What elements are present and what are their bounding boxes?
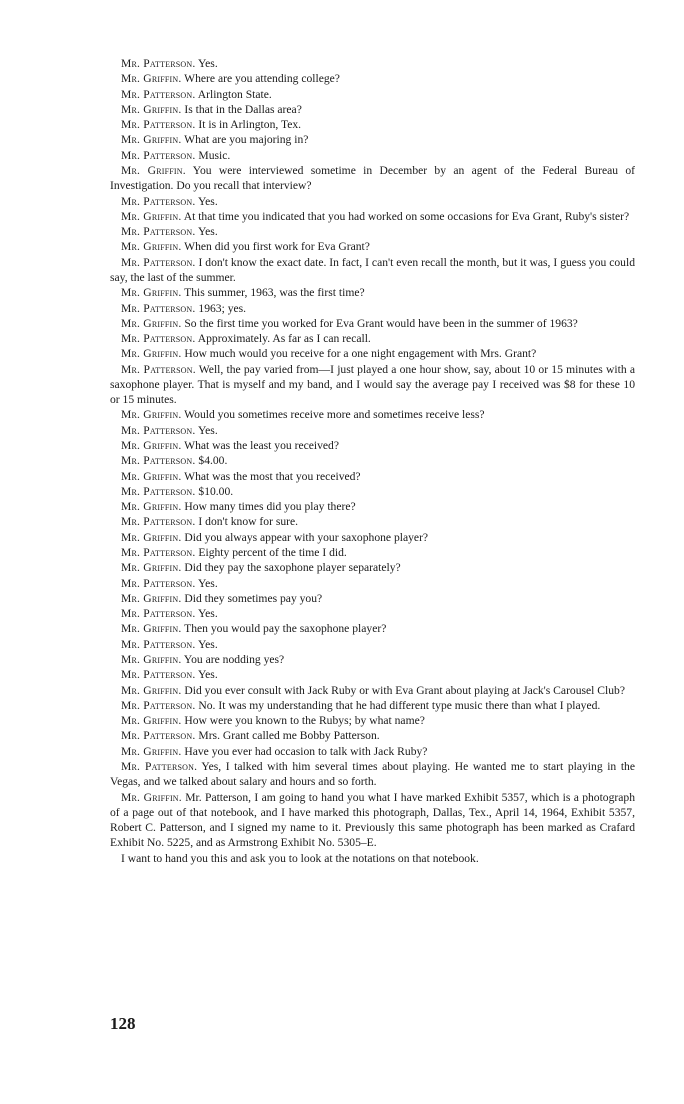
speech-text: How much would you receive for a one night engagement with Mrs. Grant? (184, 347, 537, 361)
transcript-paragraph (110, 132, 635, 147)
transcript-paragraph (110, 606, 635, 621)
transcript-paragraph (110, 224, 635, 239)
speaker-label: Mr. Griffin. (121, 530, 182, 544)
transcript-paragraph (110, 499, 635, 514)
speaker-label: Mr. Griffin. (121, 439, 182, 453)
transcript-paragraph (110, 514, 635, 529)
transcript-paragraph (110, 331, 635, 346)
speaker-label: Mr. Patterson. (121, 301, 196, 315)
speech-text: When did you first work for Eva Grant? (184, 240, 370, 254)
speaker-label: Mr. Patterson. (121, 546, 196, 559)
transcript-paragraph (110, 591, 635, 606)
speaker-label: Mr. Patterson. (121, 148, 196, 162)
speech-text: Yes. (197, 194, 218, 208)
speaker-label: Mr. Patterson. (121, 225, 196, 239)
speech-text: Where are you attending college? (184, 72, 340, 86)
speaker-label: Mr. Patterson. (121, 57, 196, 70)
transcript-paragraph (110, 560, 635, 575)
speech-text: Yes. (197, 668, 218, 682)
transcript-paragraph (110, 346, 635, 361)
speaker-label: Mr. Patterson. (121, 668, 196, 682)
transcript-paragraph (110, 407, 635, 422)
speech-text: What was the most that you received? (184, 469, 361, 483)
speech-text: Have you ever had occasion to talk with Jack Ruby? (184, 744, 428, 758)
speech-text: You are nodding yes? (183, 652, 285, 666)
transcript-paragraph (110, 87, 635, 102)
speaker-label: Mr. Patterson. (121, 759, 198, 773)
speaker-label: Mr. Patterson. (121, 454, 196, 468)
speaker-label: Mr. Griffin. (121, 744, 182, 758)
speaker-label: Mr. Griffin. (121, 714, 182, 728)
transcript-paragraph (110, 163, 635, 194)
speech-text: This summer, 1963, was the first time? (184, 286, 365, 300)
speech-text: Eighty percent of the time I did. (198, 546, 347, 559)
speech-text: I don't know for sure. (198, 515, 299, 529)
speaker-label: Mr. Patterson. (121, 332, 196, 346)
speech-text: I don't know the exact date. In fact, I can't even recall the month, but it was, I guess you could say, the last of the summer. (110, 255, 635, 284)
speaker-label: Mr. Patterson. (121, 87, 196, 101)
transcript-paragraph (110, 56, 635, 71)
transcript-paragraph (110, 148, 635, 163)
transcript-paragraph (110, 239, 635, 254)
transcript-paragraph (110, 209, 635, 224)
speaker-label: Mr. Patterson. (121, 637, 196, 651)
transcript-body (110, 56, 635, 866)
speaker-label: Mr. Griffin. (121, 240, 182, 254)
speech-text: 1963; yes. (198, 301, 247, 315)
transcript-paragraph (110, 301, 635, 316)
speaker-label: Mr. Patterson. (121, 255, 196, 269)
speaker-label: Mr. Griffin. (121, 316, 182, 330)
page-number: 128 (110, 1014, 136, 1033)
transcript-paragraph (110, 652, 635, 667)
transcript-paragraph (110, 621, 635, 636)
transcript-paragraph (110, 683, 635, 698)
speaker-label: Mr. Patterson. (121, 484, 196, 498)
transcript-paragraph (110, 637, 635, 652)
speech-text: Well, the pay varied from—I just played a one hour show, say, about 10 or 15 minutes with a saxophone player. That is myself and my band, and I would say the average pay I received was $8 for these 10 or 15 minutes. (110, 362, 635, 407)
speech-text: Would you sometimes receive more and sometimes receive less? (184, 408, 485, 422)
transcript-paragraph (110, 545, 635, 560)
speech-text: I want to hand you this and ask you to look at the notations on that notebook. (121, 851, 479, 865)
speaker-label: Mr. Patterson. (121, 362, 196, 376)
speaker-label: Mr. Griffin. (121, 133, 182, 147)
speech-text: Yes. (197, 576, 218, 590)
speaker-label: Mr. Griffin. (121, 72, 182, 86)
transcript-paragraph (110, 423, 635, 438)
transcript-paragraph (110, 102, 635, 117)
transcript-paragraph (110, 255, 635, 286)
transcript-paragraph (110, 316, 635, 331)
speech-text: Is that in the Dallas area? (184, 102, 302, 116)
speaker-label: Mr. Griffin. (121, 591, 182, 605)
transcript-paragraph (110, 530, 635, 545)
transcript-paragraph (110, 71, 635, 86)
speaker-label: Mr. Griffin. (121, 469, 182, 483)
transcript-paragraph (110, 744, 635, 759)
speech-text: $4.00. (198, 454, 228, 468)
speech-text: Did they pay the saxophone player separately? (184, 561, 401, 575)
speech-text: Then you would pay the saxophone player? (184, 622, 387, 636)
speaker-label: Mr. Griffin. (121, 683, 182, 697)
speech-text: Mr. Patterson, I am going to hand you what I have marked Exhibit 5357, which is a photograph of a page out of that notebook, and I have marked this photograph, Dallas, Tex., April 14, 1964, Exhibit 5357, Robert C. Patterson, and I signed my name to it. Previously this same photograph has been marked as Crafard Exhibit No. 5225, and as Armstrong Exhibit No. 5305–E. (110, 790, 636, 850)
speech-text: $10.00. (198, 484, 234, 498)
speech-text: Yes. (197, 607, 218, 621)
speech-text: Mrs. Grant called me Bobby Patterson. (198, 729, 380, 743)
speaker-label: Mr. Patterson. (121, 118, 196, 132)
speech-text: Did you ever consult with Jack Ruby or with Eva Grant about playing at Jack's Carousel Club? (184, 683, 625, 697)
speaker-label: Mr. Griffin. (121, 347, 182, 361)
speaker-label: Mr. Griffin. (121, 102, 182, 116)
speaker-label: Mr. Patterson. (121, 576, 196, 590)
speech-text: Yes. (197, 225, 218, 239)
speaker-label: Mr. Griffin. (121, 500, 182, 514)
speech-text: It is in Arlington, Tex. (198, 118, 302, 132)
speaker-label: Mr. Patterson. (121, 698, 196, 712)
speech-text: Yes, I talked with him several times about playing. He wanted me to start playing in the Vegas, and we talked about salary and hours and so forth. (110, 759, 635, 789)
speaker-label: Mr. Patterson. (121, 194, 196, 208)
speech-text: Music. (198, 148, 231, 162)
transcript-paragraph (110, 453, 635, 468)
speaker-label: Mr. Griffin. (121, 652, 182, 666)
speech-text: At that time you indicated that you had worked on some occasions for Eva Grant, Ruby's sister? (183, 209, 630, 223)
speaker-label: Mr. Patterson. (121, 515, 196, 529)
speaker-label: Mr. Griffin. (121, 209, 182, 223)
transcript-paragraph (110, 484, 635, 499)
transcript-paragraph (110, 713, 635, 728)
speech-text: How many times did you play there? (184, 500, 356, 514)
speech-text: What was the least you received? (184, 439, 339, 453)
transcript-paragraph (110, 194, 635, 209)
transcript-paragraph (110, 759, 635, 790)
transcript-paragraph (110, 469, 635, 484)
speech-text: Did they sometimes pay you? (184, 591, 323, 605)
transcript-paragraph (110, 667, 635, 682)
speaker-label: Mr. Patterson. (121, 729, 196, 743)
speech-text: Approximately. As far as I can recall. (197, 332, 371, 346)
speaker-label: Mr. Griffin. (121, 561, 182, 575)
speech-text: Did you always appear with your saxophone player? (184, 530, 429, 544)
speaker-label: Mr. Griffin. (121, 408, 182, 422)
transcript-paragraph (110, 285, 635, 300)
transcript-paragraph (110, 438, 635, 453)
speech-text: Yes. (197, 57, 218, 70)
speaker-label: Mr. Griffin. (121, 622, 182, 636)
speaker-label: Mr. Patterson. (121, 607, 196, 621)
transcript-paragraph (110, 790, 635, 851)
speech-text: Yes. (197, 423, 218, 437)
speech-text: Yes. (197, 637, 218, 651)
speech-text: You were interviewed sometime in December by an agent of the Federal Bureau of Investigation. Do you recall that interview? (110, 163, 635, 193)
speech-text: So the first time you worked for Eva Grant would have been in the summer of 1963? (184, 316, 578, 330)
transcript-paragraph (110, 851, 635, 866)
transcript-paragraph (110, 698, 635, 713)
speaker-label: Mr. Griffin. (121, 286, 182, 300)
speech-text: No. It was my understanding that he had different type music there than what I played. (198, 698, 601, 712)
speaker-label: Mr. Griffin. (121, 163, 186, 177)
speech-text: How were you known to the Rubys; by what name? (184, 714, 425, 728)
transcript-paragraph (110, 728, 635, 743)
transcript-paragraph (110, 576, 635, 591)
speech-text: Arlington State. (197, 87, 272, 101)
speech-text: What are you majoring in? (184, 133, 309, 147)
transcript-paragraph (110, 117, 635, 132)
speaker-label: Mr. Griffin. (121, 790, 182, 804)
speaker-label: Mr. Patterson. (121, 423, 196, 437)
transcript-paragraph (110, 362, 635, 408)
